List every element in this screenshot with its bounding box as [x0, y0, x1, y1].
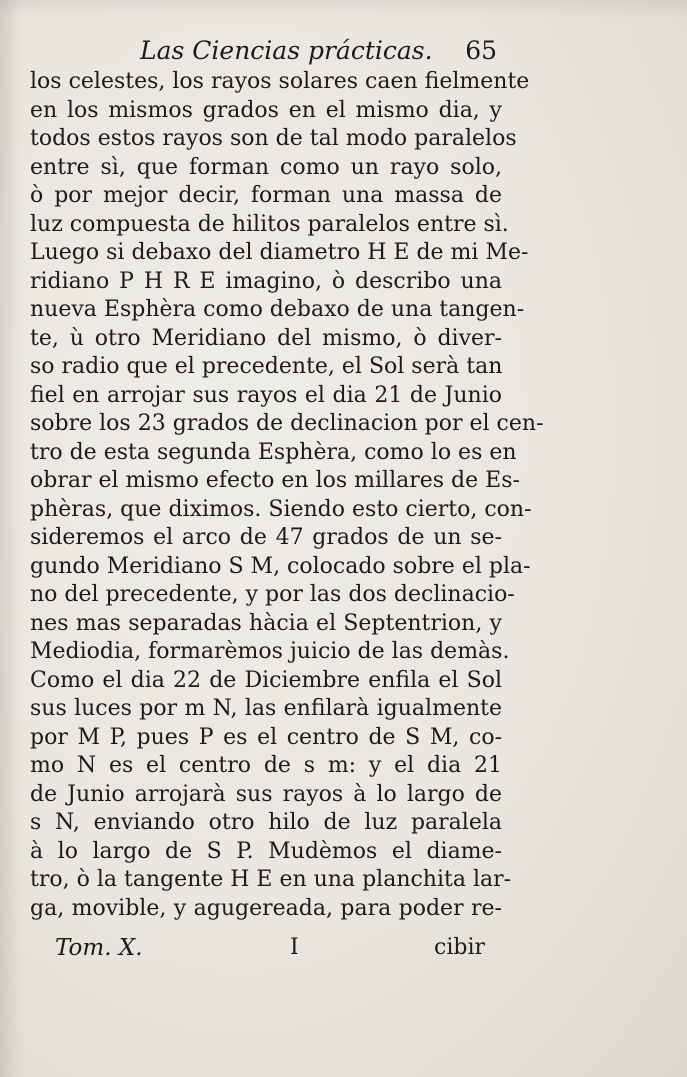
page-footer [55, 935, 485, 971]
volume-label: Tom. X. [55, 935, 143, 961]
text-line: luz compuesta de hilitos paralelos entre sì. [30, 211, 509, 237]
text-line: no del precedente, y por las dos declinacio- [30, 582, 515, 607]
text-line: en los mismos grados en el mismo dia, y [30, 97, 502, 123]
text-line: ò por mejor decir, forman una massa de [30, 183, 502, 208]
text-line: so radio que el precedente, el Sol serà tan [30, 354, 503, 379]
text-line: tro de esta segunda Esphèra, como lo es en [30, 439, 517, 465]
text-line: por M P, pues P es el centro de S M, co- [30, 724, 502, 750]
text-line: todos estos rayos son de tal modo paralelos [30, 126, 517, 151]
text-line: tro, ò la tangente H E en una planchita lar- [30, 867, 512, 892]
text-line: ga, movible, y agugereada, para poder re- [30, 895, 502, 921]
text-line: te, ù otro Meridiano del mismo, ò diver- [30, 325, 502, 351]
running-head [140, 36, 505, 70]
text-line: phèras, que diximos. Siendo esto cierto, con- [30, 496, 532, 522]
text-line: los celestes, los rayos solares caen fielmente [30, 69, 530, 94]
running-head-title: Las Ciencias prácticas. [140, 36, 433, 65]
text-line: gundo Meridiano S M, colocado sobre el pla- [30, 553, 531, 579]
text-line: s N, enviando otro hilo de luz paralela [30, 810, 502, 835]
text-line: Luego si debaxo del diametro H E de mi Me- [30, 240, 529, 265]
text-line: entre sì, que forman como un rayo solo, [30, 154, 502, 180]
text-line: obrar el mismo efecto en los millares de Es- [30, 468, 520, 493]
text-line: ridiano P H R E imagino, ò describo una [30, 268, 502, 294]
text-line: fiel en arrojar sus rayos el dia 21 de Junio [30, 382, 502, 408]
signature-mark: I [290, 935, 299, 960]
text-line: nueva Esphèra como debaxo de una tangen- [30, 297, 525, 322]
body-text [30, 68, 544, 923]
text-line: sideremos el arco de 47 grados de un se- [30, 525, 502, 550]
catchword: cibir [434, 935, 485, 960]
text-line: nes mas separadas hàcia el Septentrion, y [30, 610, 502, 636]
text-line: de Junio arrojarà sus rayos à lo largo de [30, 781, 502, 807]
text-line: mo N es el centro de s m: y el dia 21 [30, 753, 502, 778]
text-line: Mediodia, formarèmos juicio de las demàs. [30, 639, 510, 664]
top-edge-shadow [0, 0, 687, 18]
text-line: à lo largo de S P. Mudèmos el diame- [30, 838, 502, 864]
text-line: Como el dia 22 de Diciembre enfila el Sol [30, 667, 502, 693]
gutter-shadow [0, 0, 22, 1077]
page-number: 65 [465, 36, 497, 65]
text-line: sus luces por m N, las enfilarà igualmente [30, 696, 502, 721]
text-line: sobre los 23 grados de declinacion por el cen- [30, 411, 544, 436]
